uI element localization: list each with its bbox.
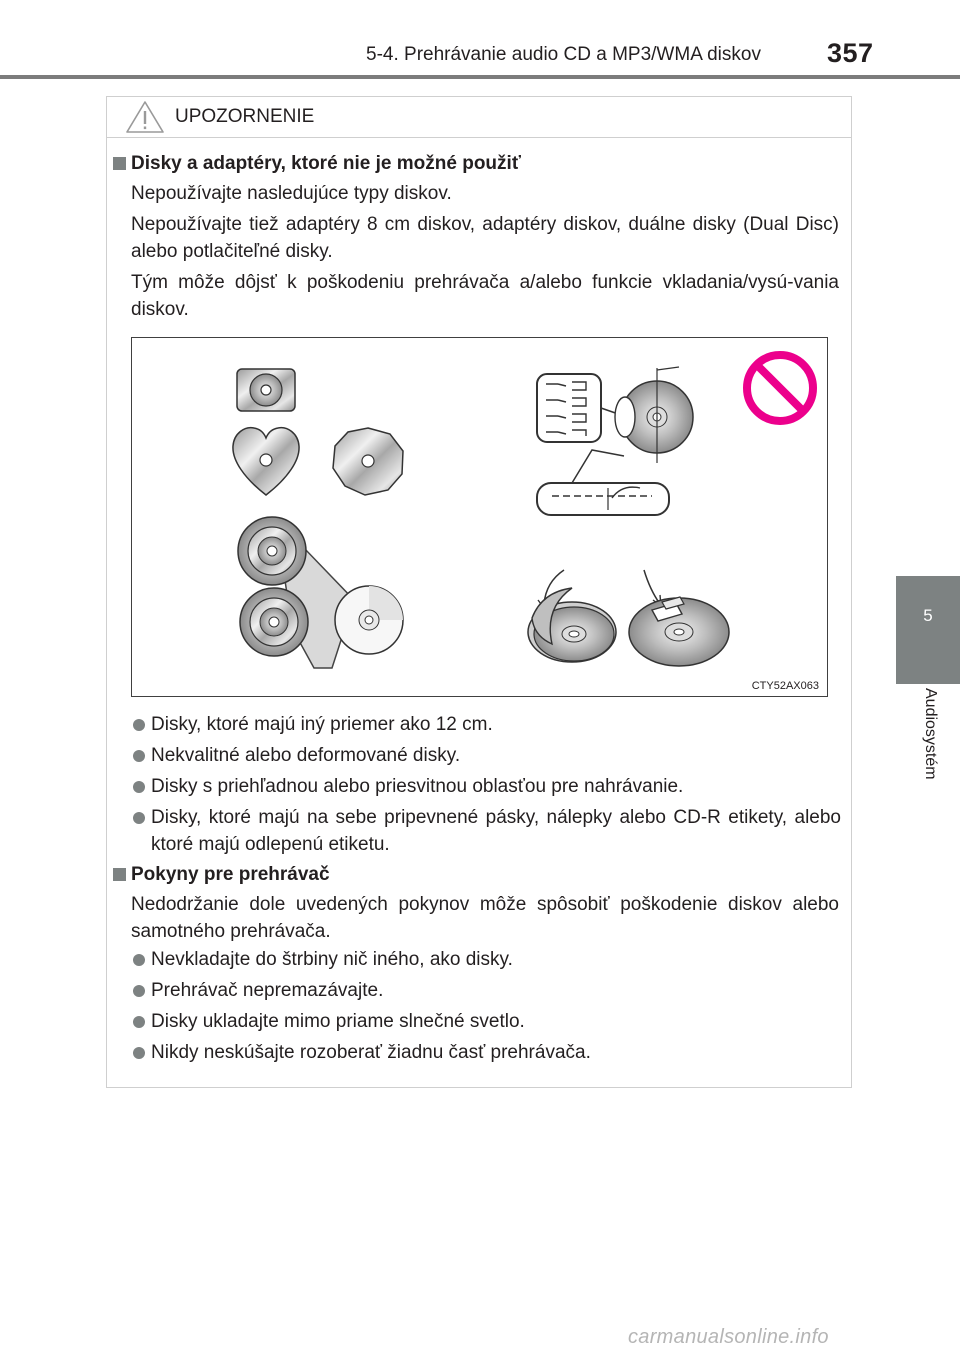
warning-title: UPOZORNENIE	[175, 106, 315, 127]
section2-bullet-1: Nevkladajte do štrbiny nič iného, ako disky.	[151, 949, 513, 970]
section2-heading: Pokyny pre prehrávač	[131, 864, 330, 885]
section1-heading: Disky a adaptéry, ktoré nie je možné použiť	[131, 153, 521, 174]
header-divider	[0, 75, 960, 79]
heart-disc-icon	[233, 428, 299, 495]
prohibition-icon	[747, 355, 813, 421]
section-marker	[113, 868, 126, 881]
adapter-disc-icon	[238, 517, 403, 668]
section-marker	[113, 157, 126, 170]
unusable-discs-illustration	[131, 337, 828, 697]
section1-bullet-2: Nekvalitné alebo deformované disky.	[151, 745, 461, 766]
discs-drawing	[132, 338, 827, 696]
section2-paragraph-1: Nedodržanie dole uvedených pokynov môže spôsobiť poškodenie diskov alebo samotného prehrávača.	[131, 894, 839, 942]
bullet-dot	[133, 954, 145, 966]
section2-bullet-4: Nikdy neskúšajte rozoberať žiadnu časť prehrávača.	[151, 1042, 591, 1063]
bullet-dot	[133, 1047, 145, 1059]
section1-bullet-3: Disky s priehľadnou alebo priesvitnou oblasťou pre nahrávanie.	[151, 776, 684, 797]
bullet-dot	[133, 812, 145, 824]
warning-triangle-icon	[125, 100, 165, 134]
deformed-disc-icon	[537, 367, 693, 515]
section1-paragraph-3: Tým môže dôjsť k poškodeniu prehrávača a/alebo funkcie vkladania/vysú-vania diskov.	[131, 272, 839, 320]
bullet-dot	[133, 719, 145, 731]
page-number: 357	[827, 38, 874, 68]
page-header	[0, 0, 960, 80]
bullet-dot	[133, 985, 145, 997]
chapter-tab	[896, 576, 960, 684]
bullet-dot	[133, 750, 145, 762]
bullet-dot	[133, 781, 145, 793]
polygon-disc-icon	[333, 428, 403, 495]
bullet-dot	[133, 1016, 145, 1028]
chapter-label	[898, 688, 958, 818]
section1-bullet-4: Disky, ktoré majú na sebe pripevnené pásky, nálepky alebo CD-R etikety, alebo ktoré majú odlepenú etiketu.	[151, 807, 841, 855]
section2-bullet-3: Disky ukladajte mimo priame slnečné svetlo.	[151, 1011, 525, 1032]
card-disc-icon	[237, 369, 295, 411]
warning-header	[107, 97, 851, 138]
watermark: carmanualsonline.info	[628, 1326, 829, 1348]
chapter-label-text: Audiosystém	[922, 688, 939, 780]
section1-paragraph-2: Nepoužívajte tiež adaptéry 8 cm diskov, adaptéry diskov, duálne disky (Dual Disc) alebo potlačiteľné disky.	[131, 214, 839, 262]
sticker-disc-icon	[629, 570, 729, 666]
peeling-label-disc-icon	[528, 570, 616, 662]
section1-paragraph-1: Nepoužívajte nasledujúce typy diskov.	[131, 183, 452, 204]
section-title: 5-4. Prehrávanie audio CD a MP3/WMA diskov	[366, 44, 761, 65]
figure-code: CTY52AX063	[751, 680, 819, 692]
section2-bullet-2: Prehrávač nepremazávajte.	[151, 980, 384, 1001]
chapter-number: 5	[923, 606, 933, 625]
section1-bullet-1: Disky, ktoré majú iný priemer ako 12 cm.	[151, 714, 493, 735]
